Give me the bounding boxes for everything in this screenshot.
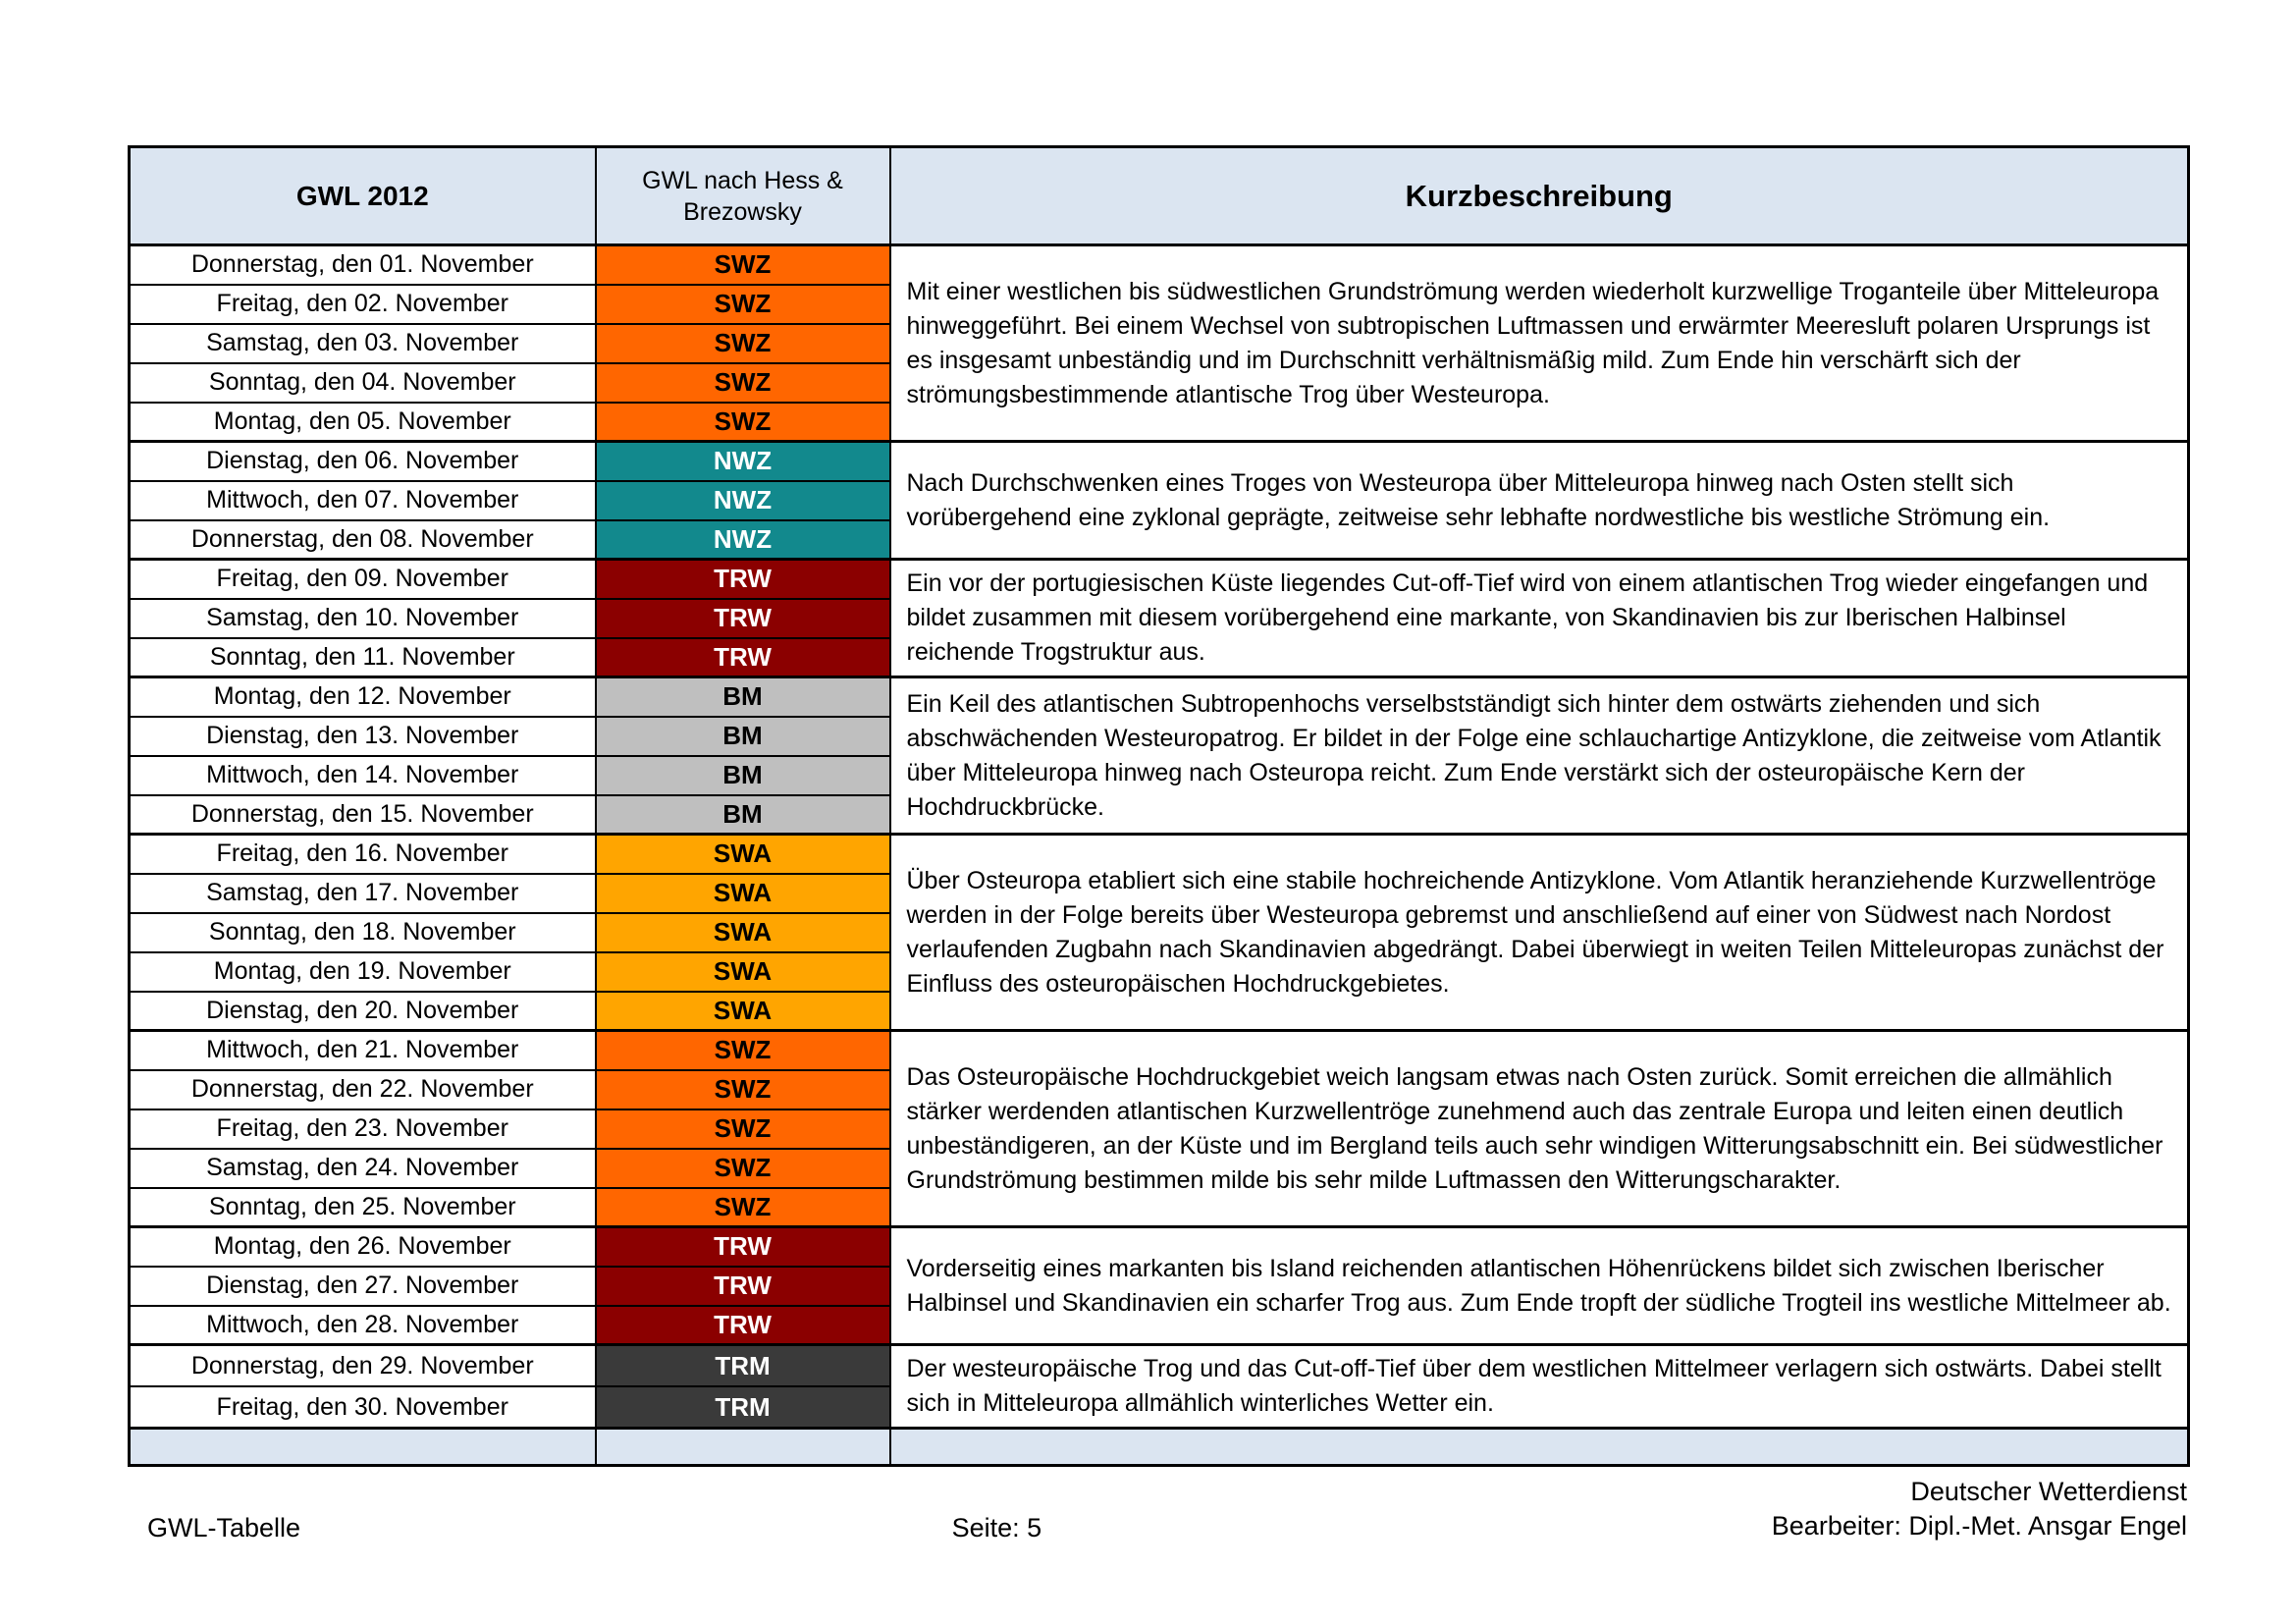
footer-document-title: GWL-Tabelle bbox=[147, 1513, 301, 1542]
table-row bbox=[130, 560, 2189, 599]
gwl-code-cell: SWA bbox=[596, 835, 890, 874]
date-cell: Montag, den 12. November bbox=[130, 677, 596, 717]
table-header-row bbox=[130, 147, 2189, 245]
gwl-code-cell: SWZ bbox=[596, 324, 890, 363]
gwl-code-cell: TRM bbox=[596, 1345, 890, 1387]
gwl-code-cell: SWZ bbox=[596, 363, 890, 403]
gwl-code-cell: SWZ bbox=[596, 1188, 890, 1227]
date-cell: Dienstag, den 20. November bbox=[130, 992, 596, 1031]
gwl-code-cell: SWZ bbox=[596, 1149, 890, 1188]
gwl-code-cell: BM bbox=[596, 795, 890, 835]
header-gwl-hess-brezowsky: GWL nach Hess & Brezowsky bbox=[596, 147, 890, 245]
description-cell: Der westeuropäische Trog und das Cut-off-Tief über dem westlichen Mittelmeer verlagern sich ostwärts. Dabei stellt sich in Mitteleuropa allmählich winterliches Wetter ein. bbox=[890, 1345, 2189, 1429]
date-cell: Donnerstag, den 15. November bbox=[130, 795, 596, 835]
date-cell: Freitag, den 16. November bbox=[130, 835, 596, 874]
date-cell: Mittwoch, den 14. November bbox=[130, 756, 596, 795]
date-cell: Montag, den 05. November bbox=[130, 403, 596, 442]
gwl-code-cell: TRW bbox=[596, 1306, 890, 1345]
date-cell: Mittwoch, den 07. November bbox=[130, 481, 596, 520]
date-cell: Dienstag, den 27. November bbox=[130, 1267, 596, 1306]
gwl-code-cell: BM bbox=[596, 677, 890, 717]
date-cell: Freitag, den 23. November bbox=[130, 1109, 596, 1149]
date-cell: Dienstag, den 06. November bbox=[130, 442, 596, 481]
empty-cell bbox=[130, 1429, 596, 1466]
table-row bbox=[130, 1031, 2189, 1070]
gwl-code-cell: TRW bbox=[596, 1227, 890, 1267]
date-cell: Montag, den 26. November bbox=[130, 1227, 596, 1267]
table-row bbox=[130, 1227, 2189, 1267]
date-cell: Montag, den 19. November bbox=[130, 952, 596, 992]
date-cell: Sonntag, den 18. November bbox=[130, 913, 596, 952]
description-cell: Vorderseitig eines markanten bis Island reichenden atlantischen Höhenrückens bildet sich zwischen Iberischer Halbinsel und Skandinavien ein scharfer Trog aus. Zum Ende tropft der südliche Trogteil ins westliche Mittelmeer ab. bbox=[890, 1227, 2189, 1345]
description-cell: Das Osteuropäische Hochdruckgebiet weich langsam etwas nach Osten zurück. Somit erreichen die allmählich stärker werdenden atlantischen Kurzwellentröge zunehmend auch das zentrale Europa und leiten einen deutlich unbeständigeren, an der Küste und im Bergland teils auch sehr windigen Witterungsabschnitt ein. Bei südwestlicher Grundströmung bestimmen milde bis sehr milde Luftmassen den Witterungscharakter. bbox=[890, 1031, 2189, 1227]
gwl-code-cell: NWZ bbox=[596, 442, 890, 481]
date-cell: Mittwoch, den 28. November bbox=[130, 1306, 596, 1345]
date-cell: Donnerstag, den 01. November bbox=[130, 245, 596, 285]
gwl-code-cell: SWA bbox=[596, 874, 890, 913]
gwl-code-cell: BM bbox=[596, 756, 890, 795]
header-kurzbeschreibung: Kurzbeschreibung bbox=[890, 147, 2189, 245]
date-cell: Donnerstag, den 22. November bbox=[130, 1070, 596, 1109]
gwl-code-cell: SWA bbox=[596, 992, 890, 1031]
gwl-code-cell: SWZ bbox=[596, 285, 890, 324]
empty-cell bbox=[596, 1429, 890, 1466]
date-cell: Samstag, den 24. November bbox=[130, 1149, 596, 1188]
date-cell: Sonntag, den 11. November bbox=[130, 638, 596, 677]
gwl-code-cell: BM bbox=[596, 717, 890, 756]
date-cell: Samstag, den 17. November bbox=[130, 874, 596, 913]
gwl-table bbox=[128, 145, 2190, 1467]
date-cell: Samstag, den 03. November bbox=[130, 324, 596, 363]
gwl-table-body bbox=[130, 245, 2189, 1466]
gwl-code-cell: SWZ bbox=[596, 403, 890, 442]
table-row bbox=[130, 442, 2189, 481]
table-row bbox=[130, 245, 2189, 285]
gwl-code-cell: NWZ bbox=[596, 481, 890, 520]
empty-row bbox=[130, 1429, 2189, 1466]
gwl-code-cell: TRW bbox=[596, 560, 890, 599]
gwl-code-cell: SWZ bbox=[596, 1070, 890, 1109]
date-cell: Donnerstag, den 29. November bbox=[130, 1345, 596, 1387]
gwl-code-cell: SWA bbox=[596, 913, 890, 952]
description-cell: Über Osteuropa etabliert sich eine stabile hochreichende Antizyklone. Vom Atlantik heranziehende Kurzwellentröge werden in der Folge bereits über Westeuropa gebremst und anschließend auf einer von Südwest nach Nordost verlaufenden Zugbahn nach Skandinavien abgedrängt. Dabei überwiegt in weiten Teilen Mitteleuropas zunächst der Einfluss des osteuropäischen Hochdruckgebietes. bbox=[890, 835, 2189, 1031]
date-cell: Mittwoch, den 21. November bbox=[130, 1031, 596, 1070]
footer-editor: Bearbeiter: Dipl.-Met. Ansgar Engel bbox=[1771, 1511, 2187, 1541]
table-row bbox=[130, 677, 2189, 717]
description-cell: Mit einer westlichen bis südwestlichen Grundströmung werden wiederholt kurzwellige Troganteile über Mitteleuropa hinweggeführt. Bei einem Wechsel von subtropischen Luftmassen und erwärmter Meeresluft polaren Ursprungs ist es insgesamt unbeständig und im Durchschnitt verhältnismäßig mild. Zum Ende hin verschärft sich der strömungsbestimmende atlantische Trog über Westeuropa. bbox=[890, 245, 2189, 442]
date-cell: Dienstag, den 13. November bbox=[130, 717, 596, 756]
gwl-code-cell: NWZ bbox=[596, 520, 890, 560]
gwl-code-cell: SWZ bbox=[596, 1109, 890, 1149]
footer-page-number: Seite: 5 bbox=[951, 1513, 1042, 1542]
date-cell: Sonntag, den 04. November bbox=[130, 363, 596, 403]
description-cell: Nach Durchschwenken eines Troges von Westeuropa über Mitteleuropa hinweg nach Osten stellt sich vorübergehend eine zyklonal geprägte, zeitweise sehr lebhafte nordwestliche bis westliche Strömung ein. bbox=[890, 442, 2189, 560]
page-footer bbox=[128, 1475, 2187, 1543]
date-cell: Freitag, den 09. November bbox=[130, 560, 596, 599]
date-cell: Freitag, den 30. November bbox=[130, 1386, 596, 1429]
table-row bbox=[130, 1345, 2189, 1387]
table-row bbox=[130, 835, 2189, 874]
description-cell: Ein vor der portugiesischen Küste liegendes Cut-off-Tief wird von einem atlantischen Trog wieder eingefangen und bildet zusammen mit diesem vorübergehend eine markante, von Skandinavien bis zur Iberischen Halbinsel reichende Trogstruktur aus. bbox=[890, 560, 2189, 677]
gwl-code-cell: TRM bbox=[596, 1386, 890, 1429]
gwl-code-cell: TRW bbox=[596, 1267, 890, 1306]
date-cell: Sonntag, den 25. November bbox=[130, 1188, 596, 1227]
description-cell: Ein Keil des atlantischen Subtropenhochs verselbstständigt sich hinter dem ostwärts ziehenden und sich abschwächenden Westeuropatrog. Er bildet in der Folge eine schlauchartige Antizyklone, die zeitweise vom Atlantik über Mitteleuropa hinweg nach Osteuropa reicht. Zum Ende verstärkt sich der osteuropäische Kern der Hochdruckbrücke. bbox=[890, 677, 2189, 835]
gwl-code-cell: SWZ bbox=[596, 245, 890, 285]
footer-author-block bbox=[1772, 1475, 2187, 1543]
gwl-code-cell: TRW bbox=[596, 638, 890, 677]
gwl-code-cell: SWZ bbox=[596, 1031, 890, 1070]
date-cell: Samstag, den 10. November bbox=[130, 599, 596, 638]
gwl-code-cell: TRW bbox=[596, 599, 890, 638]
gwl-code-cell: SWA bbox=[596, 952, 890, 992]
date-cell: Freitag, den 02. November bbox=[130, 285, 596, 324]
header-gwl-2012: GWL 2012 bbox=[130, 147, 596, 245]
empty-cell bbox=[890, 1429, 2189, 1466]
footer-organization: Deutscher Wetterdienst bbox=[1910, 1477, 2187, 1506]
date-cell: Donnerstag, den 08. November bbox=[130, 520, 596, 560]
